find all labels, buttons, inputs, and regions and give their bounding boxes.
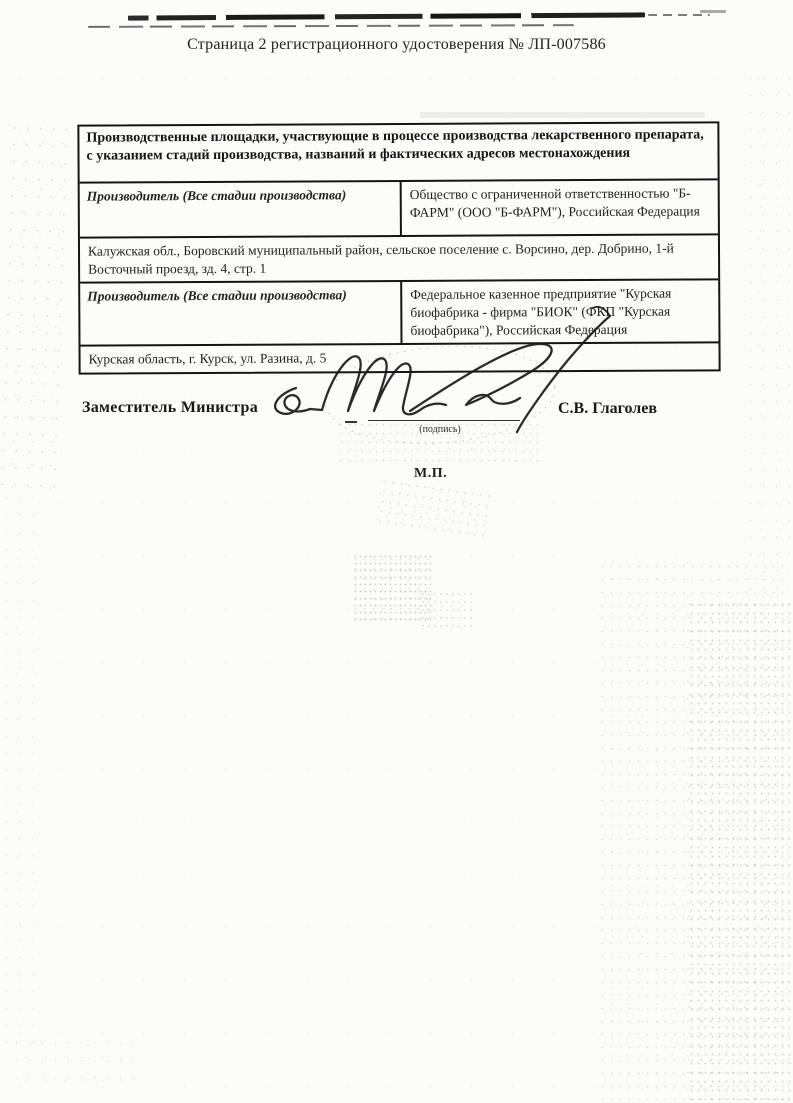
scan-speckle-noise	[0, 119, 68, 491]
manufacturer-1-address-cell: Калужская обл., Боровский муниципальный район, сельское поселение с. Ворсино, дер. Добрино, 1-й Восточный проезд, зд. 4, стр. 1	[80, 233, 718, 282]
signature-caption: (подпись)	[419, 424, 461, 435]
scan-speckle-noise	[688, 600, 790, 1100]
manufacturer-2-address-cell: Курская область, г. Курск, ул. Разина, д. 5	[81, 342, 719, 373]
table-row	[80, 279, 718, 345]
scan-speckle-noise	[10, 1035, 140, 1087]
signer-name: С.В. Глаголев	[558, 400, 657, 417]
scan-artifact-line	[648, 14, 710, 16]
stamp-remnant-noise	[353, 553, 431, 625]
table-row	[80, 178, 718, 236]
table-title-cell: Производственные площадки, участвующие в процессе производства лекарственного препарата, с указанием стадий производства, названий и фактических адресов местонахождения	[86, 127, 704, 165]
signature-line	[368, 407, 520, 421]
stamp-remnant-noise	[420, 590, 472, 632]
scan-speckle-noise	[598, 560, 790, 1100]
manufacturer-2-role-cell: Производитель (Все стадии производства)	[80, 282, 402, 345]
scan-artifact-line	[128, 12, 645, 20]
stamp-remnant-noise	[375, 476, 496, 543]
scan-artifact-line	[700, 10, 726, 13]
manufacturer-1-name-cell: Общество с ограниченной ответственностью "Б-ФАРМ" (ООО "Б-ФАРМ"), Российская Федерация	[409, 185, 700, 220]
scan-speckle-noise	[0, 490, 44, 1050]
seal-mark: М.П.	[414, 466, 448, 481]
deputy-minister-title: Заместитель Министра	[82, 399, 259, 416]
page-header: Страница 2 регистрационного удостоверения № ЛП-007586	[187, 36, 606, 53]
scan-speckle-noise	[744, 70, 790, 590]
scan-artifact-line	[88, 24, 574, 28]
scan-artifact-line	[420, 112, 705, 118]
signature-dash	[345, 409, 357, 423]
manufacturer-2-name-cell: Федеральное казенное предприятие "Курская биофабрика - фирма "БИОК" (ФКП "Курская биофабрика"), Российская Федерация	[410, 285, 672, 338]
production-sites-table	[77, 121, 720, 374]
manufacturer-1-role-cell: Производитель (Все стадии производства)	[80, 182, 402, 237]
